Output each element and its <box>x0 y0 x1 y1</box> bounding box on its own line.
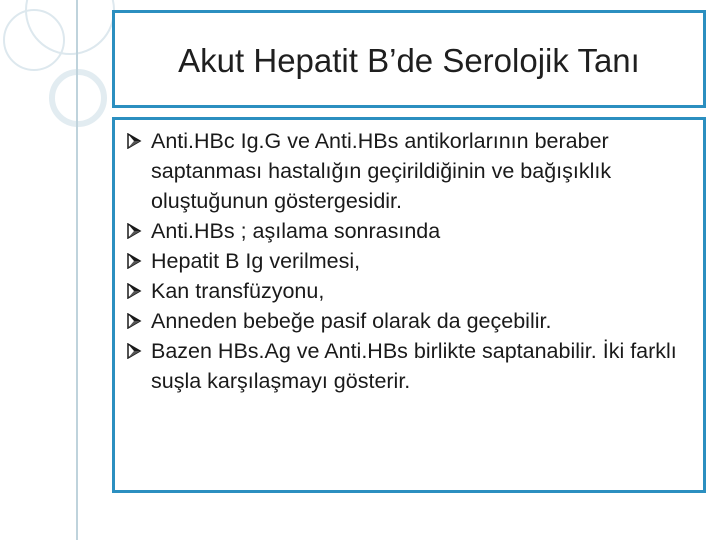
bullet-item <box>115 216 709 246</box>
slide-title: Akut Hepatit B’de Serolojik Tanı <box>178 42 640 79</box>
bullet-text: Anneden bebeğe pasif olarak da geçebilir. <box>151 309 552 333</box>
left-vertical-rule <box>76 0 78 540</box>
bullet-item <box>115 306 709 336</box>
bullet-text: Hepatit B Ig verilmesi, <box>151 249 361 273</box>
decorative-circles <box>0 0 120 140</box>
bullet-item <box>115 126 709 216</box>
bullet-item <box>115 336 709 396</box>
arrowhead-bullet-icon <box>121 276 147 306</box>
arrowhead-bullet-icon <box>121 246 147 276</box>
bullet-text: Anti.HBs ; aşılama sonrasında <box>151 219 441 243</box>
title-frame <box>112 10 706 108</box>
arrowhead-bullet-icon <box>121 336 147 366</box>
arrowhead-bullet-icon <box>121 306 147 336</box>
bullet-list <box>115 126 709 396</box>
bullet-item <box>115 246 709 276</box>
bullet-text: Bazen HBs.Ag ve Anti.HBs birlikte saptanabilir. İki farklı suşla karşılaşmayı gösterir. <box>151 339 677 393</box>
arrowhead-bullet-icon <box>121 126 147 156</box>
bullet-text: Anti.HBc Ig.G ve Anti.HBs antikorlarının beraber saptanması hastalığın geçirildiğinin ve bağışıklık oluştuğunun göstergesidir. <box>151 129 612 213</box>
bullet-item <box>115 276 709 306</box>
arrowhead-bullet-icon <box>121 216 147 246</box>
content-frame <box>112 117 706 493</box>
bullet-text: Kan transfüzyonu, <box>151 279 325 303</box>
